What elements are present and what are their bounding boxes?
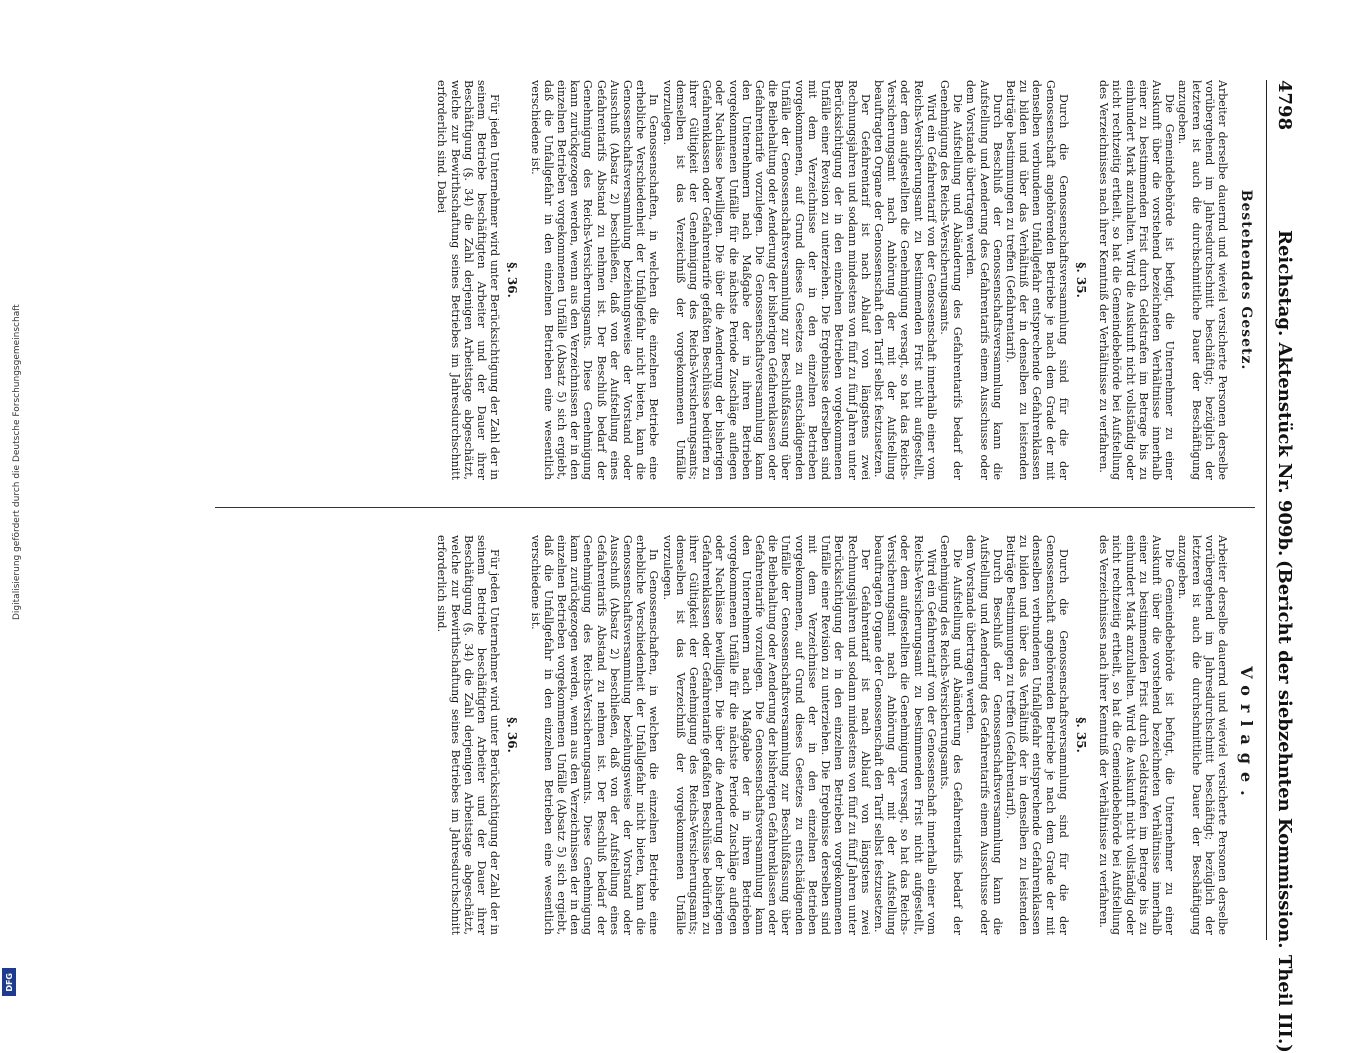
column-divider bbox=[215, 507, 1255, 508]
digitization-note bbox=[12, 304, 22, 620]
page-number: 4798 bbox=[1274, 80, 1295, 131]
paragraph: Durch die Genossenschaftsversammlung sind für die der Genossenschaft angehörenden Betriebe je nach dem Grade der mit denselben verbundenen Unfallgefahr entsprechende Gefahrenklassen zu bilden und über das Verhältniß der in denselben zu leistenden Beiträge bestimmungen zu treffen (Gefahrentarif). bbox=[1003, 80, 1070, 480]
right-column bbox=[435, 535, 1255, 935]
paragraph: Arbeiter derselbe dauernd und wieviel versicherte Personen derselbe vorübergehend im Jahresdurchschnitt beschäftigt; bezüglich der letzteren ist auch die durchschnittliche Dauer der Beschäftigung anzugeben. bbox=[1176, 535, 1229, 935]
header-rule bbox=[1266, 80, 1267, 940]
paragraph: Durch die Genossenschaftsversammlung sind für die der Genossenschaft angehörenden Betriebe je nach dem Grade der mit denselben verbundenen Unfallgefahr entsprechende Gefahrenklassen zu bilden und über das Verhältniß der in denselben zu leistenden Beiträge Bestimmungen zu treffen (Gefahrentarif). bbox=[1003, 535, 1070, 935]
section-heading: §. 35. bbox=[1073, 717, 1088, 753]
left-column bbox=[435, 80, 1255, 480]
paragraph: Arbeiter derselbe dauernd und wieviel versicherte Personen derselbe vorübergehend im Jahresdurchschnitt beschäftigt; bezüglich der letzteren ist auch die durchschnittliche Dauer der Beschäftigung anzugeben. bbox=[1176, 80, 1229, 480]
document-page bbox=[205, 80, 1295, 1053]
paragraph: Der Gefahrentarif ist nach Ablauf von längstens zwei Rechnungsjahren und sodann mindestens von fünf zu fünf Jahren unter Berücksichtigung der in den einzelnen Betrieben vorgekommenen Unfälle einer Revision zu unterziehen. Die Ergebnisse derselben sind mit dem Verzeichnisse der in den einzelnen Betrieben vorgekommenen, auf Grund dieses Gesetzes zu entschädigenden Unfälle der Genossenschaftsversammlung zur Beschlußfassung über die Beibehaltung oder Aenderung der bisherigen Gefahrenklassen oder Gefahrentarife vorzulegen. Die Genossenschaftsversammlung kann den Unternehmern nach Maßgabe der in ihren Betrieben vorgekommenen Unfälle für die nächste Periode Zuschläge auflegen oder Nachlässe bewilligen. Die über die Aenderung der bisherigen Gefahrenklassen oder Gefahrentarife gefaßten Beschlüsse bedürfen zu ihrer Gültigkeit der Genehmigung des Reichs-Versicherungsamts; demselben ist das Verzeichniß der vorgekommenen Unfälle vorzulegen. bbox=[660, 80, 872, 480]
digitization-note-text: Digitalisierung gefördert durch die Deutsche Forschungsgemeinschaft bbox=[12, 304, 22, 620]
paragraph: In Genossenschaften, in welchen die einzelnen Betriebe eine erhebliche Verschiedenheit der Unfallgefahr nicht bieten, kann die Genossenschaftsversammlung beziehungsweise der Vorstand oder Ausschuß (Absatz 2) beschließen, daß von der Aufstellung eines Gefahrentarifs Abstand zu nehmen ist. Der Beschluß bedarf der Genehmigung des Reichs-Versicherungsamts. Diese Genehmigung kann zurückgezogen werden, wenn aus den Verzeichnissen der in den einzelnen Betrieben vorgekommenen Unfälle (Absatz 5) sich ergiebt, daß die Unfallgefahr in den einzelnen Betrieben eine wesentlich verschiedene ist. bbox=[528, 535, 661, 935]
paragraph: Der Gefahrentarif ist nach Ablauf von längstens zwei Rechnungsjahren und sodann mindestens von fünf zu fünf Jahren unter Berücksichtigung der in den einzelnen Betrieben vorgekommenen Unfälle einer Revision zu unterziehen. Die Ergebnisse derselben sind mit dem Verzeichnisse der in den einzelnen Betrieben vorgekommenen, auf Grund dieses Gesetzes zu entschädigenden Unfälle der Genossenschaftsversammlung zur Beschlußfassung über die Beibehaltung oder Aenderung der bisherigen Gefahrenklassen oder Gefahrentarife vorzulegen. Die Genossenschaftsversammlung kann den Unternehmern nach Maßgabe der in ihren Betrieben vorgekommenen Unfälle für die nächste Periode Zuschläge auflegen oder Nachlässe bewilligen. Die über die Aenderung der bisherigen Gefahrenklassen oder Gefahrentarife gefaßten Beschlüsse bedürfen zu ihrer Gültigkeit der Genehmigung des Reichs-Versicherungsamts; demselben ist das Verzeichniß der vorgekommenen Unfälle vorzulegen. bbox=[660, 535, 872, 935]
section-heading: §. 36. bbox=[505, 717, 520, 753]
paragraph: Die Aufstellung und Abänderung des Gefahrentarifs bedarf der Genehmigung des Reichs-Versicherungsamts. bbox=[937, 535, 965, 935]
page-header bbox=[1265, 80, 1295, 1053]
paragraph: Für jeden Unternehmer wird unter Berücksichtigung der Zahl der in seinem Betriebe beschäftigten Arbeiter und der Dauer ihrer Beschäftigung (§. 34) die Zahl derjenigen Arbeitstage abgeschätzt, welche zur Bewirthschaftung seines Betriebes im Jahresdurchschnitt erforderlich sind. Dabei bbox=[435, 80, 502, 480]
dfg-logo-text: DFG bbox=[4, 972, 14, 992]
paragraph: Durch Beschluß der Genossenschaftsversammlung kann die Aufstellung und Aenderung des Gefahrentarifs einem Ausschusse oder dem Vorstande übertragen werden. bbox=[964, 80, 1004, 480]
paragraph: Durch Beschluß der Genossenschaftsversammlung kann die Aufstellung und Aenderung des Gefahrentarifs einem Ausschusse oder dem Vorstande übertragen werden. bbox=[964, 535, 1004, 935]
paragraph: In Genossenschaften, in welchen die einzelnen Betriebe eine erhebliche Verschiedenheit der Unfallgefahr nicht bieten, kann die Genossenschaftsversammlung beziehungsweise der Vorstand oder Ausschuß (Absatz 2) beschließen, daß von der Aufstellung eines Gefahrentarifs Abstand zu nehmen ist. Der Beschluß bedarf der Genehmigung des Reichs-Versicherungsamts. Diese Genehmigung kann zurückgezogen werden, wenn aus den Verzeichnissen der in den einzelnen Betrieben vorgekommenen Unfälle (Absatz 5) sich ergiebt, daß die Unfallgefahr in den einzelnen Betrieben eine wesentlich verschiedene ist. bbox=[528, 80, 661, 480]
paragraph: Die Gemeindebehörde ist befugt, die Unternehmer zu einer Auskunft über die vorstehend bezeichneten Verhältnisse innerhalb einer zu bestimmenden Frist durch Geldstrafen im Betrage bis zu einhundert Mark anzuhalten. Wird die Auskunft nicht vollständig oder nicht rechtzeitig ertheilt, so hat die Gemeindebehörde bei Aufstellung des Verzeichnisses nach ihrer Kenntniß der Verhältnisse zu verfahren. bbox=[1097, 535, 1177, 935]
paragraph: Für jeden Unternehmer wird unter Berücksichtigung der Zahl der in seinem Betriebe beschäftigten Arbeiter und der Dauer ihrer Beschäftigung (§. 34) die Zahl derjenigen Arbeitstage abgeschätzt, welche zur Bewirthschaftung seines Betriebes im Jahresdurchschnitt erforderlich sind. bbox=[435, 535, 502, 935]
dfg-logo-icon bbox=[2, 968, 16, 996]
document-subtitle: (Bericht der siebzehnten Kommission. Theil III.) bbox=[1274, 560, 1295, 1053]
section-heading: §. 35. bbox=[1073, 262, 1088, 298]
paragraph: Die Aufstellung und Abänderung des Gefahrentarifs bedarf der Genehmigung des Reichs-Versicherungsamts. bbox=[937, 80, 965, 480]
left-column-heading: Bestehendes Gesetz. bbox=[1238, 189, 1254, 371]
paragraph: Die Gemeindebehörde ist befugt, die Unternehmer zu einer Auskunft über die vorstehend bezeichneten Verhältnisse innerhalb einer zu bestimmenden Frist durch Geldstrafen im Betrage bis zu einhundert Mark anzuhalten. Wird die Auskunft nicht vollständig oder nicht rechtzeitig ertheilt, so hat die Gemeindebehörde bei Aufstellung des Verzeichnisses nach ihrer Kenntniß der Verhältnisse zu verfahren. bbox=[1097, 80, 1177, 480]
paragraph: Wird ein Gefahrentarif von der Genossenschaft innerhalb einer vom Reichs-Versicherungsamt zu bestimmenden Frist nicht aufgestellt, oder dem aufgestellten die Genehmigung versagt, so hat das Reichs-Versicherungsamt nach Anhörung der mit der Aufstellung beauftragten Organe der Genossenschaft den Tarif selbst festzusetzen. bbox=[871, 80, 938, 480]
paragraph: Wird ein Gefahrentarif von der Genossenschaft innerhalb einer vom Reichs-Versicherungsamt zu bestimmenden Frist nicht aufgestellt, oder dem aufgestellten die Genehmigung versagt, so hat das Reichs-Versicherungsamt nach Anhörung der mit der Aufstellung beauftragten Organe der Genossenschaft den Tarif selbst festzusetzen. bbox=[871, 535, 938, 935]
document-title: Reichstag. Aktenstück Nr. 909b. bbox=[1274, 230, 1295, 557]
section-heading: §. 36. bbox=[505, 262, 520, 298]
right-column-heading: Vorlage. bbox=[1237, 666, 1256, 804]
